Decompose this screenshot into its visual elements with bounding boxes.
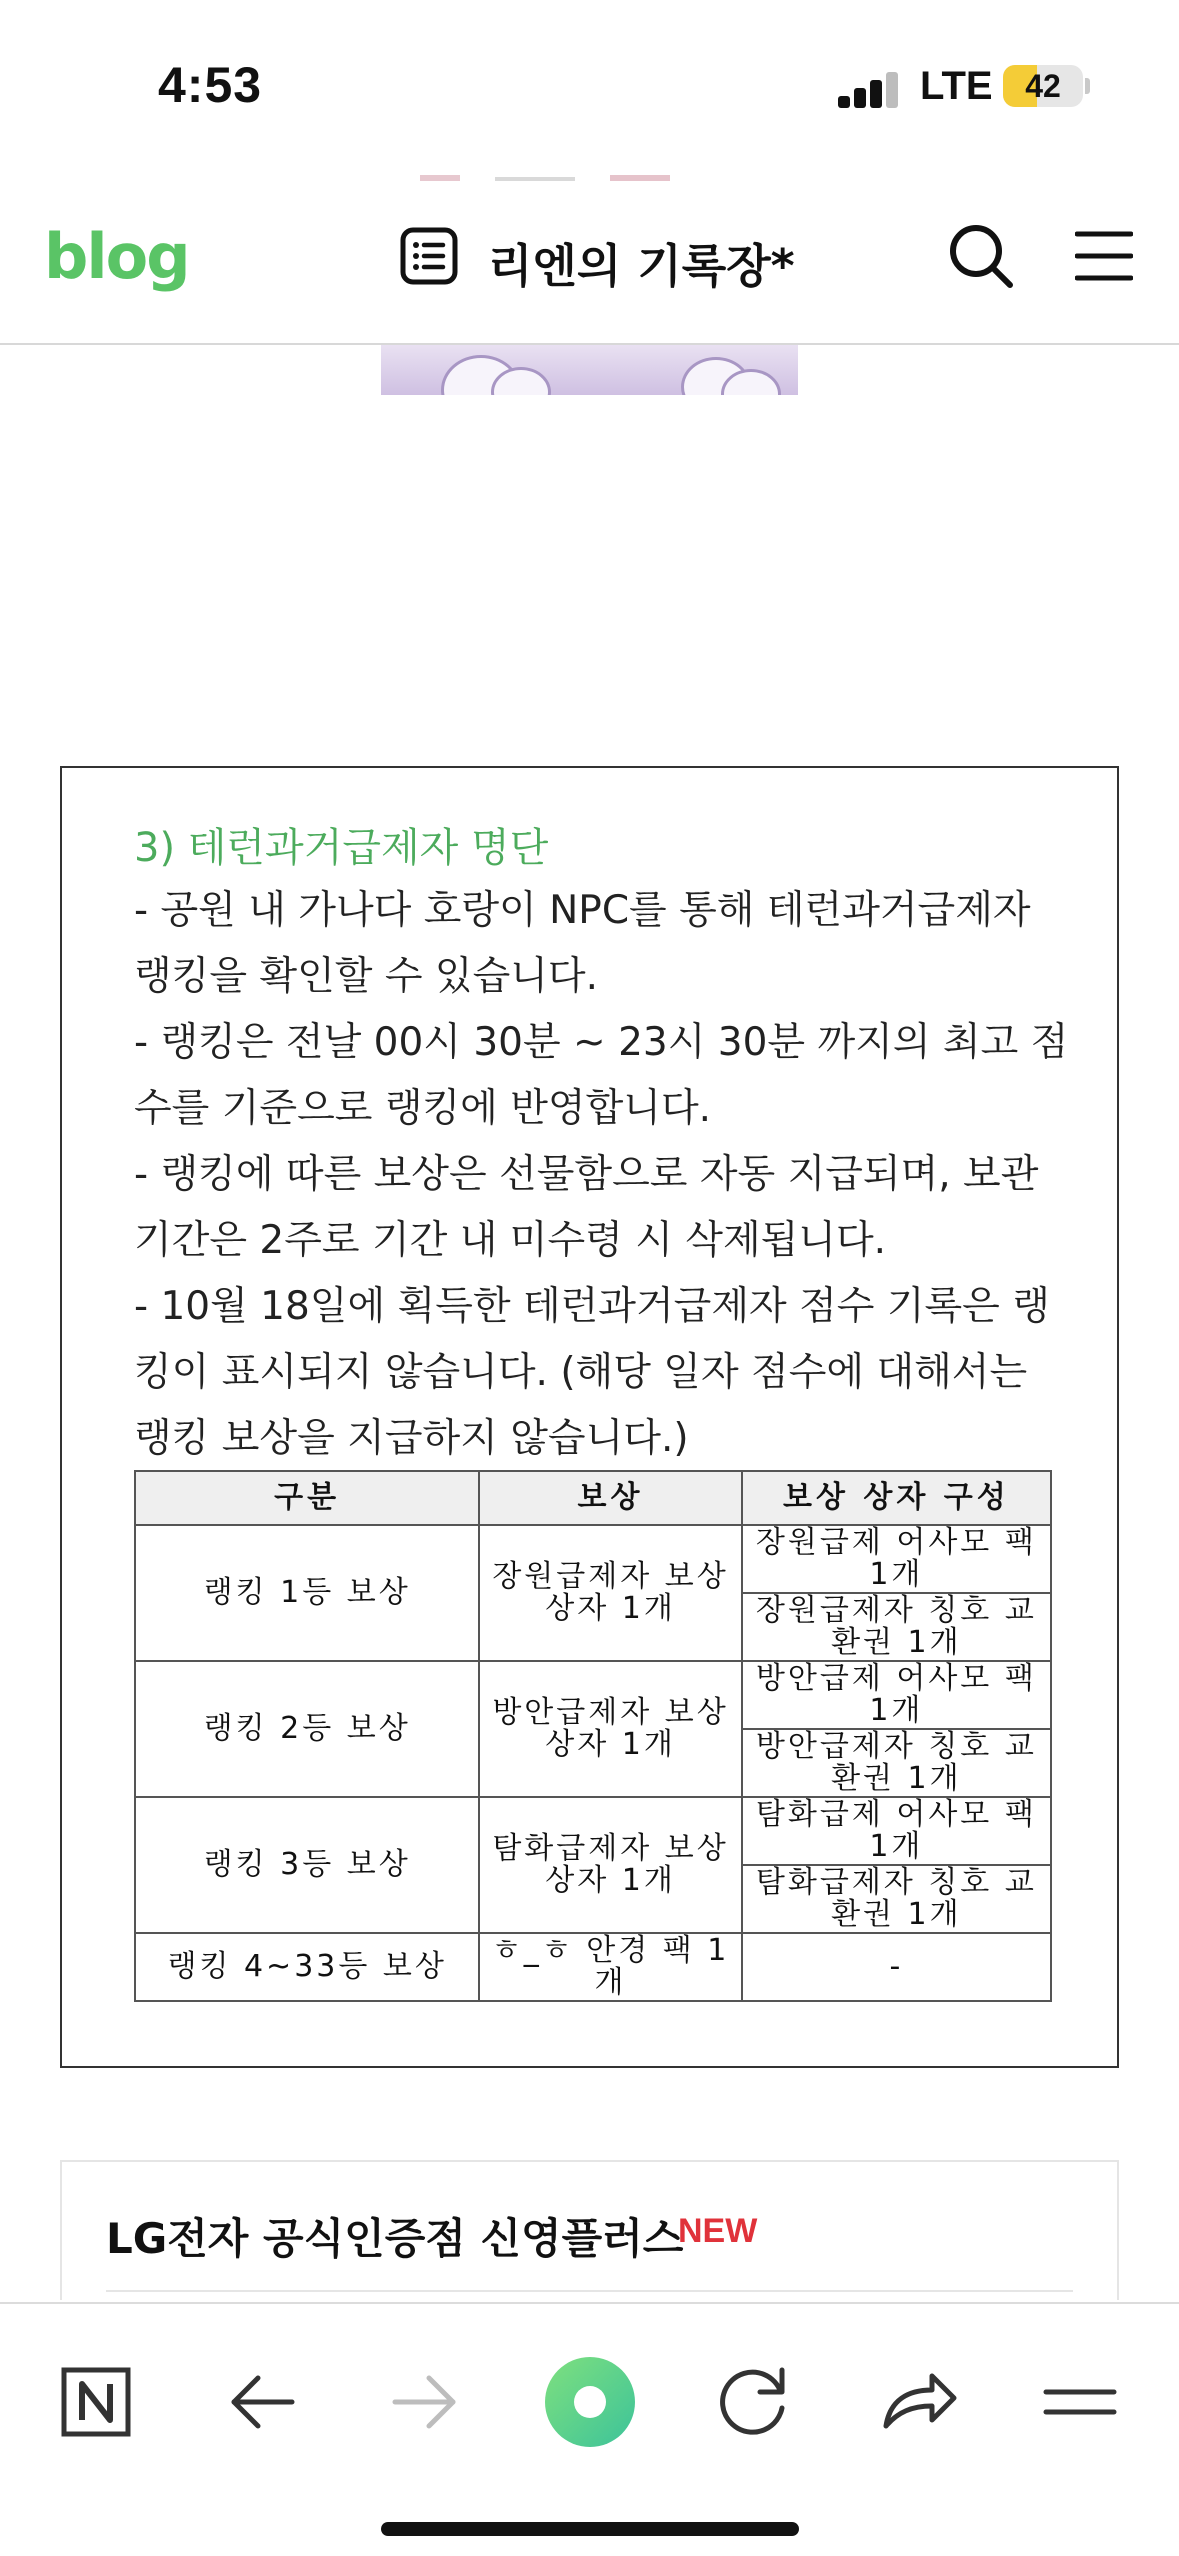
- status-bar: [0, 0, 1179, 175]
- table-row: [135, 1661, 1051, 1729]
- contents-line: 장원급제자 칭호 교: [755, 1593, 1037, 1628]
- contents-cell: -: [742, 1933, 1051, 2001]
- contents-cell: [742, 1525, 1051, 1593]
- notice-line: - 랭킹은 전날 00시 30분 ~ 23시 30분 까지의 최고 점: [134, 1020, 1069, 1065]
- contents-line: 환권 1개: [831, 1897, 962, 1932]
- table-header-row: [135, 1471, 1051, 1525]
- status-time: 4:53: [158, 57, 263, 113]
- reward-line: 방안급제자 보상: [492, 1695, 729, 1730]
- reward-table: [134, 1470, 1052, 2002]
- notice-heading: 3) 테런과거급제자 명단: [134, 825, 549, 871]
- reward-cell: [479, 1661, 741, 1797]
- notice-body: [134, 878, 1094, 1472]
- table-row: [135, 1933, 1051, 2001]
- rank-cell: 랭킹 1등 보상: [135, 1525, 479, 1661]
- blog-header: [0, 175, 1179, 345]
- signal-bars-icon: [838, 70, 900, 108]
- reward-line: 상자 1개: [545, 1591, 676, 1626]
- contents-cell: [742, 1729, 1051, 1797]
- rank-cell: 랭킹 3등 보상: [135, 1797, 479, 1933]
- image-peek: [400, 175, 720, 183]
- table-row: [135, 1525, 1051, 1593]
- menu-icon[interactable]: [1075, 228, 1133, 284]
- contents-cell: [742, 1865, 1051, 1933]
- reward-line: 탐화급제자 보상: [492, 1831, 729, 1866]
- notice-box: [60, 766, 1119, 2068]
- forward-arrow-icon[interactable]: [375, 2352, 475, 2452]
- back-arrow-icon[interactable]: [212, 2352, 312, 2452]
- green-dot-icon[interactable]: [540, 2352, 640, 2452]
- reward-line: ㅎ_ㅎ 안경 팩 1: [491, 1933, 730, 1968]
- notice-line: 킹이 표시되지 않습니다. (해당 일자 점수에 대해서는: [134, 1350, 1028, 1395]
- reward-cell: [479, 1797, 741, 1933]
- reward-line: 개: [594, 1965, 627, 2000]
- contents-cell: [742, 1797, 1051, 1865]
- reload-icon[interactable]: [702, 2352, 802, 2452]
- blog-title[interactable]: 리엔의 기록장*: [488, 239, 795, 293]
- naver-n-icon[interactable]: [46, 2352, 146, 2452]
- battery-icon: [1003, 65, 1083, 107]
- notice-line: - 랭킹에 따른 보상은 선물함으로 자동 지급되며, 보관: [134, 1152, 1039, 1197]
- contents-line: 1개: [869, 1557, 924, 1592]
- network-type: LTE: [920, 64, 993, 108]
- ad-title[interactable]: LG전자 공식인증점 신영플러스: [106, 2214, 684, 2263]
- home-indicator: [381, 2522, 799, 2536]
- notice-line: - 공원 내 가나다 호랑이 NPC를 통해 테런과거급제자: [134, 888, 1031, 933]
- notice-line: - 10월 18일에 획득한 테런과거급제자 점수 기록은 랭: [134, 1284, 1050, 1329]
- rank-cell: 랭킹 4~33등 보상: [135, 1933, 479, 2001]
- reward-cell: [479, 1525, 741, 1661]
- reward-line: 장원급제자 보상: [492, 1559, 729, 1594]
- table-row: [135, 1797, 1051, 1865]
- post-image-fragment: [381, 345, 798, 395]
- contents-cell: [742, 1593, 1051, 1661]
- battery-cap: [1085, 78, 1090, 94]
- share-icon[interactable]: [868, 2352, 968, 2452]
- notice-line: 랭킹 보상을 지급하지 않습니다.): [134, 1416, 689, 1461]
- contents-line: 탐화급제 어사모 팩: [755, 1797, 1037, 1832]
- new-badge: NEW: [678, 2212, 758, 2250]
- reward-line: 상자 1개: [545, 1863, 676, 1898]
- reward-line: 상자 1개: [545, 1727, 676, 1762]
- battery-level: 42: [1025, 68, 1061, 104]
- contents-line: 1개: [869, 1693, 924, 1728]
- list-icon[interactable]: [400, 227, 458, 285]
- browser-toolbar: [0, 2302, 1179, 2556]
- ad-divider: [106, 2290, 1073, 2292]
- header-reward: 보상: [479, 1471, 741, 1525]
- contents-line: 방안급제자 칭호 교: [755, 1729, 1037, 1764]
- rank-cell: 랭킹 2등 보상: [135, 1661, 479, 1797]
- contents-line: 1개: [869, 1829, 924, 1864]
- hamburger-icon[interactable]: [1030, 2352, 1130, 2452]
- blog-logo[interactable]: blog: [44, 220, 189, 293]
- contents-line: 환권 1개: [831, 1625, 962, 1660]
- notice-line: 기간은 2주로 기간 내 미수령 시 삭제됩니다.: [134, 1218, 887, 1263]
- contents-line: 장원급제 어사모 팩: [755, 1525, 1037, 1560]
- contents-line: 방안급제 어사모 팩: [755, 1661, 1037, 1696]
- reward-cell: [479, 1933, 741, 2001]
- contents-line: 환권 1개: [831, 1761, 962, 1796]
- ad-card[interactable]: [60, 2160, 1119, 2300]
- header-box-contents: 보상 상자 구성: [742, 1471, 1051, 1525]
- search-icon[interactable]: [948, 223, 1014, 289]
- notice-line: 랭킹을 확인할 수 있습니다.: [134, 954, 599, 999]
- header-category: 구분: [135, 1471, 479, 1525]
- contents-cell: [742, 1661, 1051, 1729]
- notice-line: 수를 기준으로 랭킹에 반영합니다.: [134, 1086, 712, 1131]
- contents-line: 탐화급제자 칭호 교: [755, 1865, 1037, 1900]
